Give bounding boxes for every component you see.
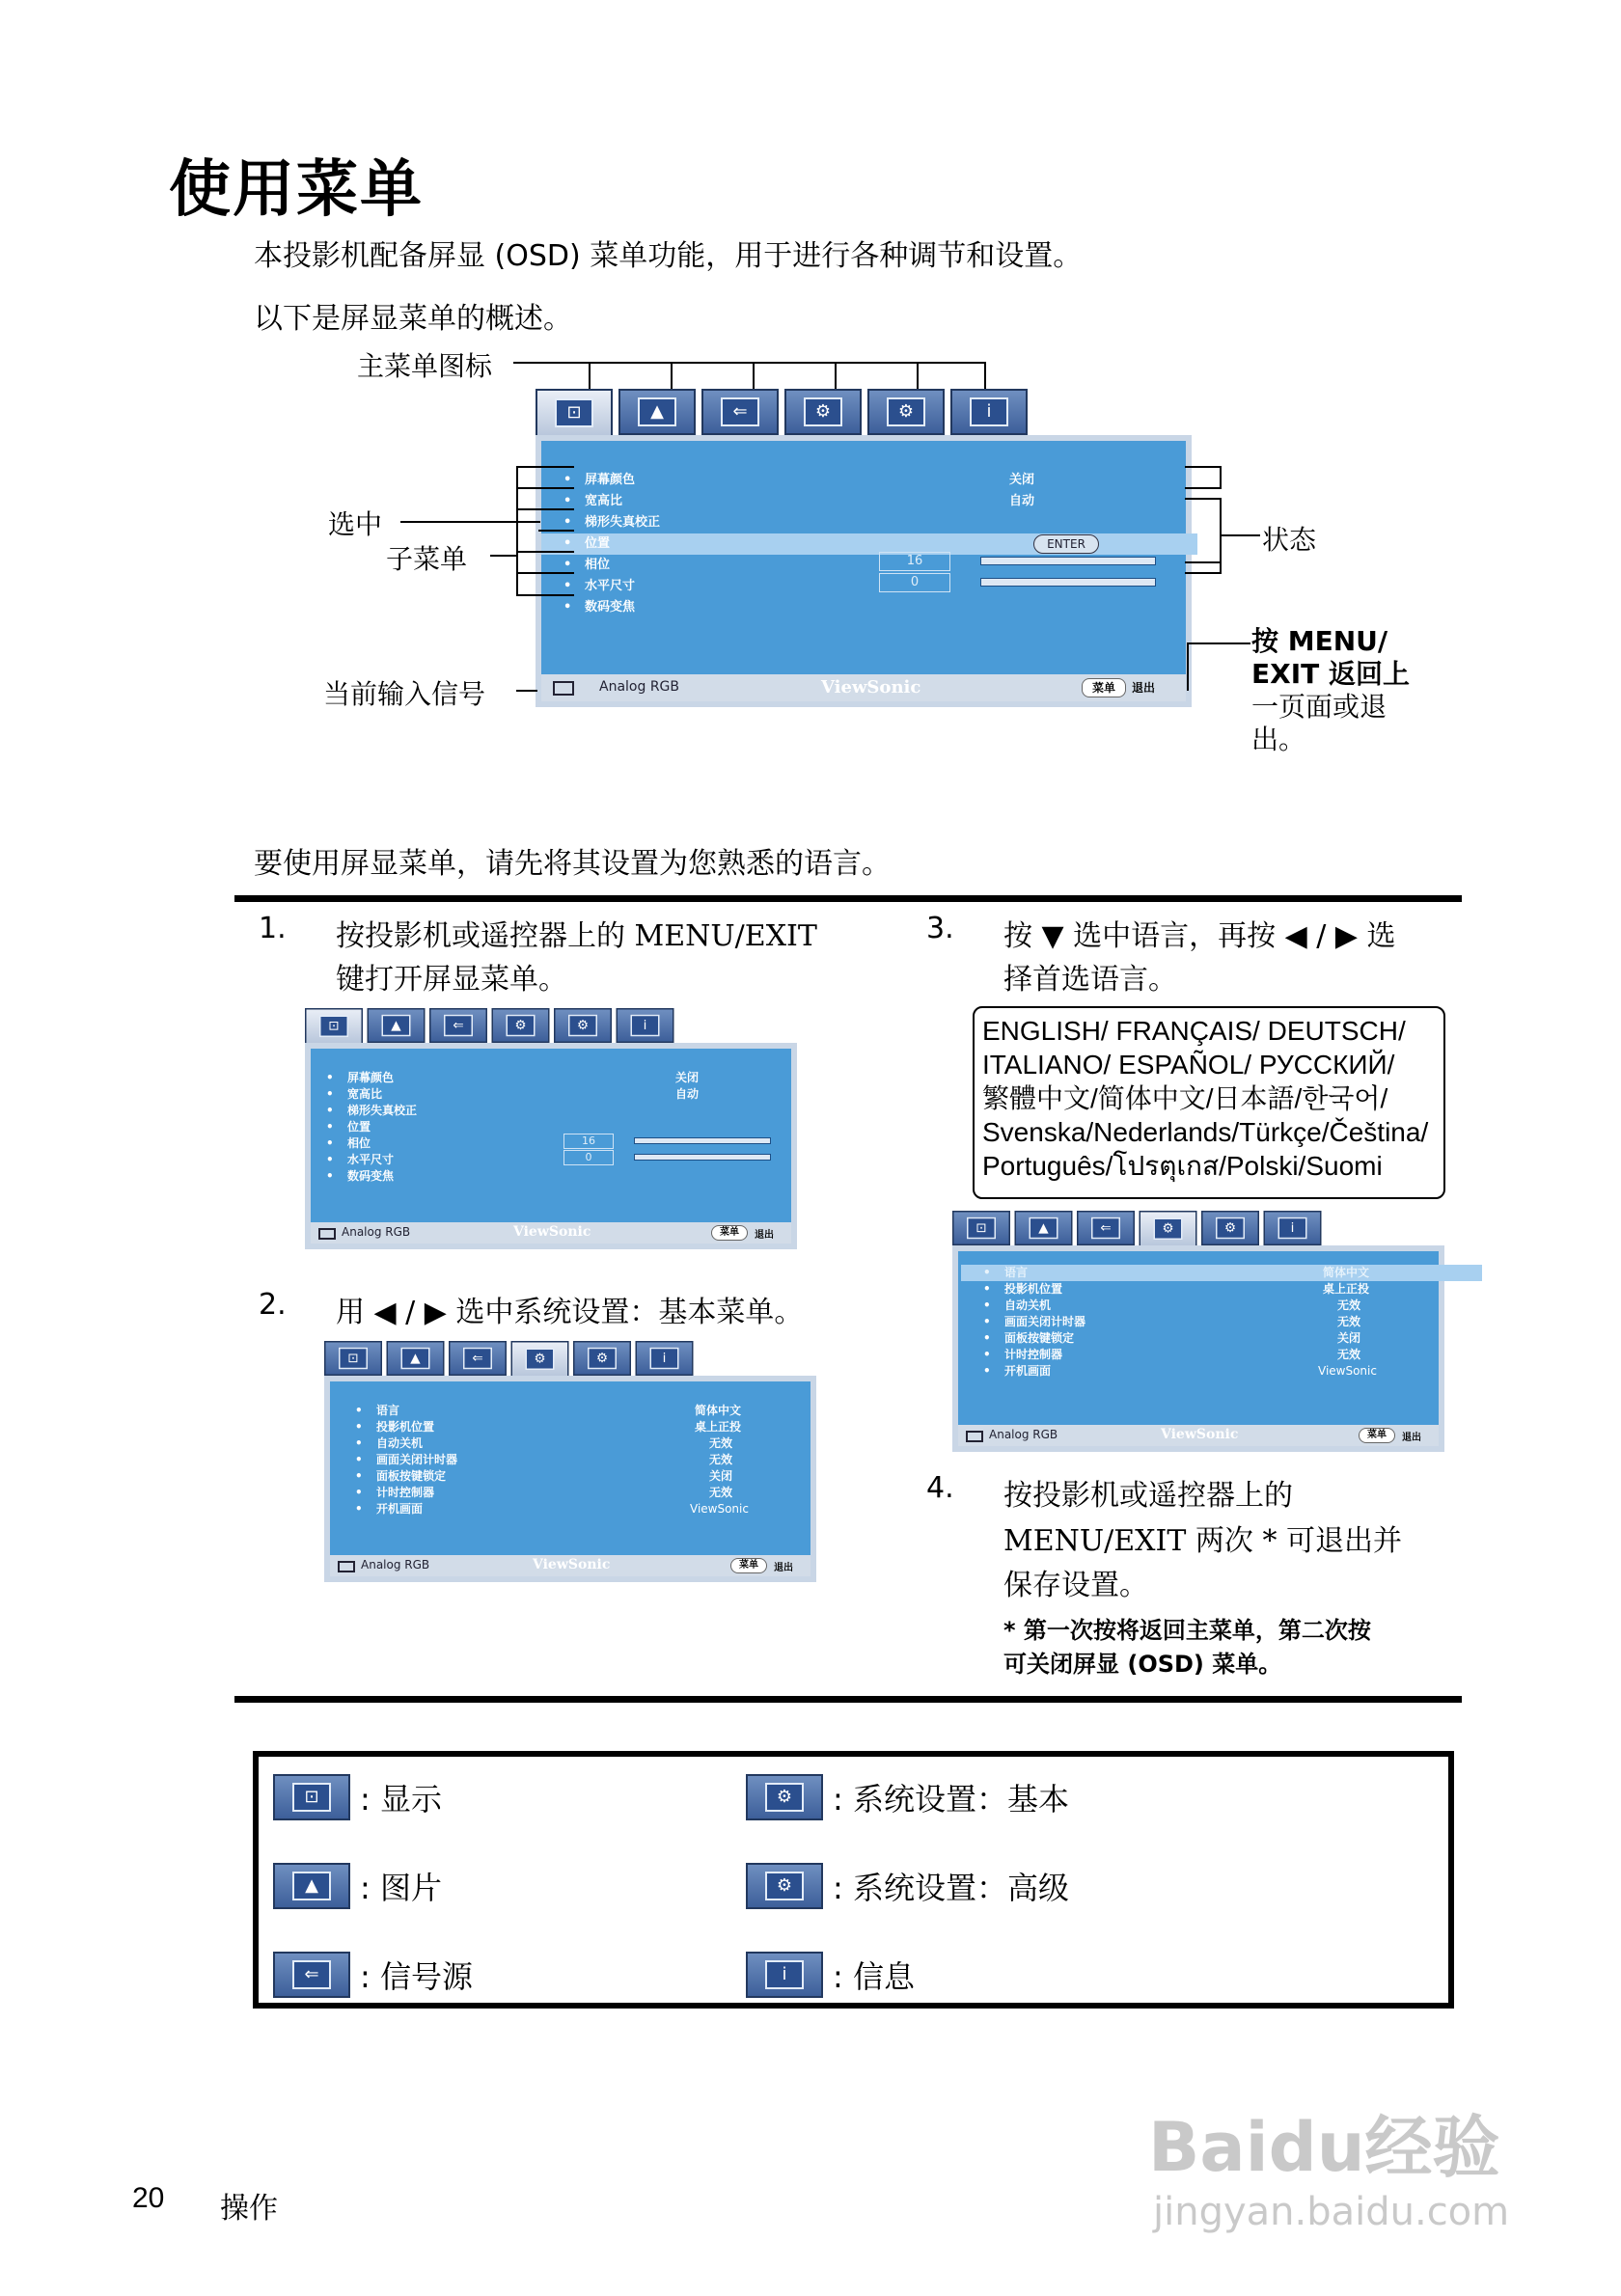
- menu-item[interactable]: • 画面关闭计时器 无效: [983, 1315, 1361, 1328]
- input-icon: [966, 1431, 983, 1442]
- tab-system-basic[interactable]: [511, 1341, 569, 1376]
- language-line: ITALIANO/ ESPAÑOL/ РУССКИЙ/: [982, 1050, 1395, 1080]
- input-icon: [338, 1561, 355, 1572]
- picture-icon: ▲: [1030, 1217, 1058, 1240]
- menu-item[interactable]: • 语言 简体中文: [355, 1404, 742, 1417]
- step-4-note: * 第一次按将返回主菜单，第二次按: [1003, 1617, 1371, 1644]
- callout-status: 状态: [1262, 524, 1317, 556]
- gear-icon: ⚙: [887, 397, 925, 426]
- step-1-text: 按投影机或遥控器上的 MENU/EXIT: [336, 919, 817, 953]
- menu-button[interactable]: 菜单: [711, 1225, 748, 1241]
- legend-system-basic: ⚙ : 系统设置：基本: [746, 1774, 1069, 1820]
- menu-item[interactable]: • 宽高比 自动: [563, 494, 1035, 508]
- callout-highlight: 选中: [328, 508, 383, 540]
- picture-icon: ▲: [382, 1015, 411, 1037]
- source-icon: ⇐: [444, 1015, 473, 1037]
- tab-source[interactable]: [701, 389, 779, 435]
- intro-overview: 以下是屏显菜单的概述。: [254, 302, 572, 336]
- tab-source[interactable]: [1077, 1211, 1135, 1245]
- hsize-slider[interactable]: [634, 1154, 771, 1161]
- tab-display[interactable]: [324, 1341, 382, 1376]
- tab-picture[interactable]: [387, 1341, 445, 1376]
- phase-slider[interactable]: [634, 1137, 771, 1144]
- watermark-logo: Baidu经验: [1148, 2108, 1500, 2187]
- source-icon: ⇐: [721, 397, 759, 426]
- enter-button[interactable]: ENTER: [1033, 534, 1099, 554]
- info-icon: i: [650, 1348, 679, 1370]
- wrench-icon: ⚙: [526, 1349, 555, 1371]
- language-line: Português/โปรตุเกส/Polski/Suomi: [982, 1151, 1383, 1181]
- menu-button[interactable]: 菜单: [730, 1558, 767, 1573]
- gear-icon: ⚙: [588, 1348, 617, 1370]
- brand-logo: ViewSonic: [1161, 1427, 1239, 1442]
- menu-item[interactable]: • 面板按键锁定 关闭: [983, 1331, 1361, 1345]
- input-signal: Analog RGB: [342, 1225, 411, 1239]
- exit-label: 退出: [1402, 1433, 1421, 1443]
- tab-info[interactable]: [636, 1341, 694, 1376]
- gear-icon: ⚙: [765, 1872, 804, 1900]
- tab-source[interactable]: [449, 1341, 507, 1376]
- display-icon: ⊡: [339, 1348, 368, 1370]
- phase-slider[interactable]: [980, 557, 1156, 565]
- menu-item[interactable]: • 投影机位置 桌上正投: [983, 1282, 1370, 1296]
- tab-display[interactable]: [952, 1211, 1010, 1245]
- wrench-icon: ⚙: [507, 1015, 536, 1037]
- tab-info[interactable]: [950, 389, 1028, 435]
- step-4-number: 4.: [926, 1471, 954, 1505]
- exit-label: 退出: [1132, 681, 1156, 695]
- menu-item[interactable]: • 画面关闭计时器 无效: [355, 1453, 733, 1466]
- display-icon: ⊡: [319, 1016, 348, 1038]
- picture-icon: ▲: [401, 1348, 430, 1370]
- hsize-value: 0: [563, 1150, 614, 1165]
- info-icon: i: [631, 1015, 660, 1037]
- language-line: Svenska/Nederlands/Türkçe/Čeština/: [982, 1117, 1429, 1147]
- step-2-text: 用 ◀ / ▶ 选中系统设置：基本菜单。: [336, 1296, 804, 1329]
- osd-step-2: [324, 1341, 816, 1582]
- display-icon: ⊡: [292, 1783, 331, 1812]
- info-icon: i: [970, 397, 1008, 426]
- watermark-url: jingyan.baidu.com: [1153, 2190, 1510, 2234]
- menu-item[interactable]: • 梯形失真校正: [563, 515, 661, 530]
- menu-item[interactable]: • 计时控制器 无效: [983, 1348, 1361, 1361]
- menu-item[interactable]: • 屏幕颜色 关闭: [563, 473, 1035, 487]
- tab-picture[interactable]: [368, 1008, 426, 1043]
- step-3-number: 3.: [926, 912, 954, 945]
- osd-step-1: [305, 1008, 797, 1249]
- menu-item[interactable]: • 宽高比 自动: [326, 1087, 700, 1101]
- menu-item[interactable]: • 位置: [326, 1120, 371, 1134]
- menu-item[interactable]: • 投影机位置 桌上正投: [355, 1420, 742, 1434]
- tab-system-advanced[interactable]: [867, 389, 945, 435]
- brand-logo: ViewSonic: [513, 1224, 591, 1240]
- menu-item[interactable]: • 自动关机 无效: [355, 1436, 733, 1450]
- step-1-text-2: 键打开屏显菜单。: [336, 963, 567, 997]
- legend-picture: ▲ : 图片: [273, 1863, 442, 1909]
- divider-bottom: [234, 1696, 1462, 1703]
- menu-item[interactable]: • 自动关机 无效: [983, 1298, 1361, 1312]
- osd-main-menu: [536, 389, 1192, 707]
- tab-picture[interactable]: [1015, 1211, 1073, 1245]
- legend-display: ⊡ : 显示: [273, 1774, 442, 1820]
- input-signal: Analog RGB: [361, 1558, 430, 1572]
- menu-item[interactable]: • 开机画面 ViewSonic: [355, 1502, 749, 1516]
- menu-item[interactable]: • 屏幕颜色 关闭: [326, 1071, 700, 1084]
- instruction-text: 要使用屏显菜单，请先将其设置为您熟悉的语言。: [254, 847, 891, 881]
- step-3-text-2: 择首选语言。: [1003, 963, 1177, 997]
- phase-value: 16: [879, 552, 950, 571]
- display-icon: ⊡: [967, 1217, 996, 1240]
- menu-item[interactable]: • 面板按键锁定 关闭: [355, 1469, 733, 1483]
- legend-info: i : 信息: [746, 1952, 915, 1998]
- legend-source: ⇐ : 信号源: [273, 1952, 473, 1998]
- page-number: 20: [132, 2182, 165, 2214]
- exit-label: 退出: [755, 1230, 774, 1241]
- tab-info[interactable]: [617, 1008, 674, 1043]
- display-icon: ⊡: [555, 398, 593, 427]
- step-4-text-3: 保存设置。: [1003, 1569, 1148, 1602]
- menu-item[interactable]: • 计时控制器 无效: [355, 1486, 733, 1499]
- wrench-icon: ⚙: [765, 1783, 804, 1812]
- language-line: 繁體中文/简体中文/日本語/한국어/: [982, 1083, 1388, 1113]
- step-4-text-2: MENU/EXIT 两次 * 可退出并: [1003, 1524, 1402, 1558]
- callout-input-signal: 当前输入信号: [323, 678, 486, 710]
- menu-item[interactable]: • 梯形失真校正: [326, 1104, 418, 1117]
- picture-icon: ▲: [638, 397, 676, 426]
- tab-system-advanced[interactable]: [1201, 1211, 1259, 1245]
- gear-icon: ⚙: [568, 1015, 597, 1037]
- callout-submenu: 子菜单: [386, 543, 468, 575]
- exit-label: 退出: [774, 1563, 793, 1573]
- menu-button[interactable]: 菜单: [1082, 678, 1126, 697]
- osd-step-3: [952, 1211, 1444, 1452]
- picture-icon: ▲: [292, 1872, 331, 1900]
- step-4-text: 按投影机或遥控器上的: [1003, 1479, 1293, 1513]
- tab-picture[interactable]: [618, 389, 696, 435]
- osd-tabs: [536, 389, 1033, 435]
- menu-item[interactable]: • 水平尺寸: [563, 579, 636, 593]
- menu-item[interactable]: • 相位: [326, 1136, 371, 1150]
- input-signal: Analog RGB: [989, 1428, 1058, 1441]
- brand-logo: ViewSonic: [533, 1557, 611, 1572]
- source-icon: ⇐: [292, 1960, 331, 1989]
- input-icon: [318, 1228, 336, 1240]
- tab-system-basic[interactable]: [1140, 1211, 1197, 1245]
- step-1-number: 1.: [259, 912, 287, 945]
- language-list: [973, 1006, 1445, 1199]
- source-icon: ⇐: [1091, 1217, 1120, 1240]
- menu-item[interactable]: • 数码变焦: [326, 1169, 395, 1183]
- menu-item[interactable]: • 相位: [563, 558, 611, 572]
- tab-source[interactable]: [429, 1008, 487, 1043]
- gear-icon: ⚙: [1216, 1217, 1245, 1240]
- tab-system-advanced[interactable]: [554, 1008, 612, 1043]
- step-3-text: 按 ▼ 选中语言，再按 ◀ / ▶ 选: [1003, 919, 1396, 953]
- input-icon: [553, 681, 574, 696]
- icon-legend: [253, 1751, 1454, 2009]
- divider-top: [234, 895, 1462, 902]
- tab-display[interactable]: [305, 1008, 363, 1043]
- wrench-icon: ⚙: [1154, 1218, 1183, 1241]
- tab-system-basic[interactable]: [784, 389, 862, 435]
- source-icon: ⇐: [463, 1348, 492, 1370]
- callout-main-icons: 主菜单图标: [357, 350, 493, 382]
- section-name: 操作: [220, 2192, 278, 2226]
- tab-system-advanced[interactable]: [573, 1341, 631, 1376]
- menu-item[interactable]: • 水平尺寸: [326, 1153, 395, 1166]
- tab-system-basic[interactable]: [492, 1008, 550, 1043]
- menu-item[interactable]: • 开机画面 ViewSonic: [983, 1364, 1377, 1378]
- language-line: ENGLISH/ FRANÇAIS/ DEUTSCH/: [982, 1016, 1406, 1046]
- hsize-value: 0: [879, 573, 950, 592]
- hsize-slider[interactable]: [980, 578, 1156, 587]
- page-title: 使用菜单: [169, 154, 424, 226]
- legend-system-advanced: ⚙ : 系统设置：高级: [746, 1863, 1069, 1909]
- phase-value: 16: [563, 1134, 614, 1149]
- info-icon: i: [1278, 1217, 1307, 1240]
- step-2-number: 2.: [259, 1288, 287, 1322]
- brand-logo: ViewSonic: [821, 677, 921, 697]
- step-4-note-2: 可关闭屏显 (OSD) 菜单。: [1003, 1651, 1282, 1678]
- tab-info[interactable]: [1264, 1211, 1322, 1245]
- tab-display[interactable]: [536, 389, 613, 435]
- intro-text: 本投影机配备屏显 (OSD) 菜单功能，用于进行各种调节和设置。: [254, 239, 1083, 273]
- info-icon: i: [765, 1960, 804, 1989]
- menu-item-selected[interactable]: • 语言 简体中文: [961, 1265, 1482, 1281]
- menu-button[interactable]: 菜单: [1359, 1428, 1395, 1443]
- input-signal: Analog RGB: [599, 679, 680, 695]
- callout-menu-exit: 按 MENU/ EXIT 返回上 一页面或退 出。: [1251, 625, 1410, 755]
- menu-item-selected[interactable]: • 位置 ENTER: [541, 533, 1197, 555]
- wrench-icon: ⚙: [804, 397, 842, 426]
- menu-item[interactable]: • 数码变焦: [563, 600, 636, 615]
